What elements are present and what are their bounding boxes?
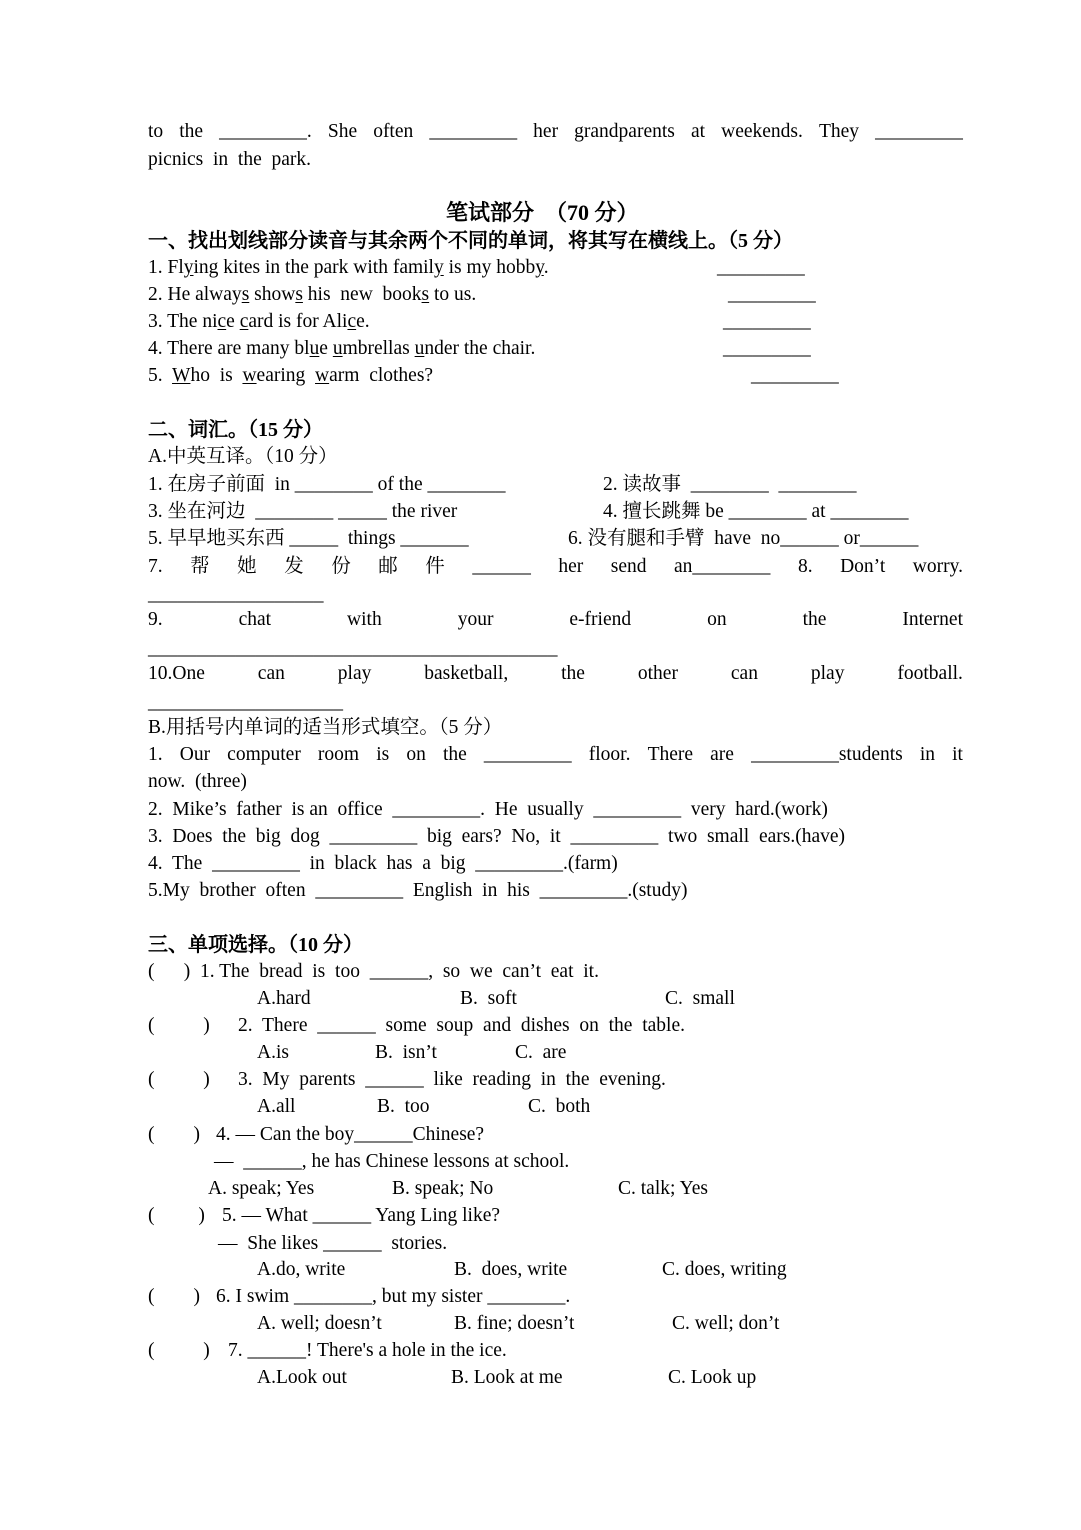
question-6: 6. I swim ________, but my sister ________. — [216, 1286, 571, 1307]
option-c: C. Look up — [668, 1367, 757, 1388]
question-2: 2. There ______ some soup and dishes on the table. — [238, 1015, 685, 1036]
answer-blank[interactable]: __________________________________________ — [148, 638, 558, 659]
vocab-item-7-8: 7. 帮 她 发 份 邮 件 ______ her send an________ 8. Don’t worry. — [148, 556, 963, 577]
option-a: A.is — [257, 1042, 289, 1063]
option-a: A.hard — [257, 988, 311, 1009]
option-b: B. too — [377, 1096, 430, 1117]
answer-blank[interactable]: _________ — [723, 338, 811, 359]
answer-blank[interactable]: _________ — [751, 365, 839, 386]
vocab-item-6: 6. 没有腿和手臂 have no______ or______ — [568, 528, 919, 549]
option-b: B. Look at me — [451, 1367, 563, 1388]
fill-item-1: 1. Our computer room is on the _________ floor. There are _________students in it — [148, 744, 963, 765]
part2-sub-b: B.用括号内单词的适当形式填空。（5 分） — [148, 717, 503, 738]
part1-item-2: 2. He always shows his new books to us. — [148, 284, 477, 305]
option-c: C. does, writing — [662, 1259, 787, 1280]
vocab-item-2: 2. 读故事 ________ ________ — [603, 474, 857, 495]
option-a: A.all — [257, 1096, 296, 1117]
answer-blank[interactable]: ____________________ — [148, 692, 343, 713]
question-4: 4. — Can the boy______Chinese? — [216, 1124, 485, 1145]
vocab-item-4: 4. 擅长跳舞 be ________ at ________ — [603, 501, 909, 522]
fill-item-1-cont: now. (three) — [148, 771, 247, 792]
fill-item-2: 2. Mike’s father is an office _________. He usually _________ very hard.(work) — [148, 799, 828, 820]
fill-item-4: 4. The _________ in black has a big _________.(farm) — [148, 853, 618, 874]
vocab-item-10: 10.One can play basketball, the other can play football. — [148, 663, 963, 684]
part1-item-1: 1. Flying kites in the park with family is my hobby. — [148, 257, 549, 278]
page-title: 笔试部分 （70 分） — [446, 200, 639, 225]
answer-bracket[interactable]: ( ) — [148, 1340, 210, 1361]
part1-item-4: 4. There are many blue umbrellas under the chair. — [148, 338, 536, 359]
question-1: 1. The bread is too ______, so we can’t eat it. — [200, 961, 599, 982]
answer-bracket[interactable]: ( ) — [148, 1015, 210, 1036]
option-c: C. small — [665, 988, 735, 1009]
question-4-reply: — ______, he has Chinese lessons at school. — [214, 1151, 570, 1172]
answer-blank[interactable]: _________ — [728, 284, 816, 305]
vocab-item-5: 5. 早早地买东西 _____ things _______ — [148, 528, 469, 549]
option-b: B. soft — [460, 988, 517, 1009]
answer-bracket[interactable]: ( ) — [148, 1124, 200, 1145]
option-b: B. isn’t — [375, 1042, 437, 1063]
option-c: C. are — [515, 1042, 567, 1063]
answer-blank[interactable]: _________ — [717, 257, 805, 278]
fill-item-5: 5.My brother often _________ English in his _________.(study) — [148, 880, 688, 901]
answer-bracket[interactable]: ( ) — [148, 1286, 200, 1307]
answer-bracket[interactable]: ( ) — [148, 1205, 205, 1226]
part1-item-5: 5. Who is wearing warm clothes? — [148, 365, 434, 386]
question-5-reply: — She likes ______ stories. — [218, 1233, 448, 1254]
answer-bracket[interactable]: ( ) — [148, 961, 191, 982]
part2-sub-a: A.中英互译。（10 分） — [148, 446, 338, 467]
answer-blank[interactable]: _________ — [723, 311, 811, 332]
vocab-item-3: 3. 坐在河边 ________ _____ the river — [148, 501, 458, 522]
option-a: A.Look out — [257, 1367, 347, 1388]
part3-heading: 三、单项选择。（10 分） — [148, 934, 363, 956]
option-a: A. well; doesn’t — [257, 1313, 382, 1334]
fill-item-3: 3. Does the big dog _________ big ears? No, it _________ two small ears.(have) — [148, 826, 846, 847]
option-b: B. speak; No — [392, 1178, 494, 1199]
vocab-item-9: 9. chat with your e-friend on the Internet — [148, 609, 963, 630]
question-7: 7. ______! There's a hole in the ice. — [228, 1340, 507, 1361]
part2-heading: 二、词汇。（15 分） — [148, 419, 323, 441]
option-c: C. both — [528, 1096, 591, 1117]
intro-line-1: to the _________. She often _________ her grandparents at weekends. They _________ — [148, 121, 963, 142]
answer-blank[interactable]: __________________ — [148, 584, 324, 605]
option-c: C. talk; Yes — [618, 1178, 708, 1199]
intro-line-2: picnics in the park. — [148, 149, 311, 170]
question-3: 3. My parents ______ like reading in the evening. — [238, 1069, 666, 1090]
option-c: C. well; don’t — [672, 1313, 780, 1334]
option-b: B. fine; doesn’t — [454, 1313, 575, 1334]
question-5: 5. — What ______ Yang Ling like? — [222, 1205, 501, 1226]
option-a: A.do, write — [257, 1259, 346, 1280]
part1-item-3: 3. The nice card is for Alice. — [148, 311, 370, 332]
part1-heading: 一、找出划线部分读音与其余两个不同的单词，将其写在横线上。（5 分） — [148, 230, 793, 252]
vocab-item-1: 1. 在房子前面 in ________ of the ________ — [148, 474, 506, 495]
answer-bracket[interactable]: ( ) — [148, 1069, 210, 1090]
option-a: A. speak; Yes — [208, 1178, 315, 1199]
option-b: B. does, write — [454, 1259, 568, 1280]
